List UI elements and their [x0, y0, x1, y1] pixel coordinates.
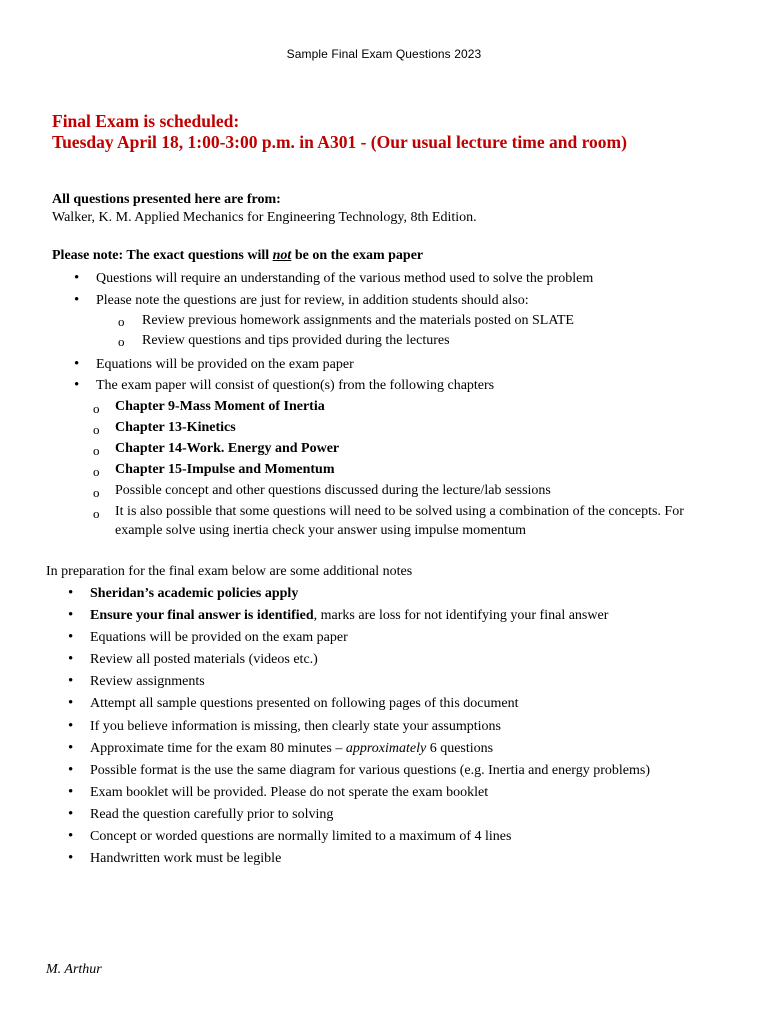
list-item: Please note the questions are just for review, in addition students should also:: [96, 293, 529, 308]
prep-item: Review all posted materials (videos etc.): [90, 652, 318, 667]
bullet-icon: •: [68, 740, 74, 756]
schedule-heading: Final Exam is scheduled:: [52, 111, 240, 131]
bullet-icon: •: [68, 784, 74, 800]
footer-author: M. Arthur: [46, 962, 102, 977]
emphasis-not: not: [272, 248, 292, 263]
prep-item: Exam booklet will be provided. Please do not sperate the exam booklet: [90, 785, 489, 800]
sub-list-item: Review previous homework assignments and the materials posted on SLATE: [142, 313, 574, 328]
prep-item: Read the question carefully prior to solving: [90, 807, 334, 822]
circle-bullet-icon: o: [93, 464, 100, 479]
chapter-item: Chapter 15-Impulse and Momentum: [115, 462, 335, 477]
sub-list-item: Review questions and tips provided during the lectures: [142, 333, 450, 348]
prep-item: Handwritten work must be legible: [90, 851, 282, 866]
bullet-icon: •: [68, 629, 74, 645]
bullet-icon: •: [68, 718, 74, 734]
source-citation: Walker, K. M. Applied Mechanics for Engineering Technology, 8th Edition.: [52, 210, 477, 225]
bullet-icon: •: [74, 377, 80, 393]
page-title: Sample Final Exam Questions 2023: [286, 47, 482, 61]
extra-item: It is also possible that some questions will need to be solved using a combination of the concepts. For: [115, 504, 684, 519]
prep-item: If you believe information is missing, then clearly state your assumptions: [90, 719, 501, 734]
chapter-item: Chapter 14-Work. Energy and Power: [115, 441, 340, 456]
note-heading: Please note: The exact questions will not be on the exam paper: [52, 248, 424, 263]
bullet-icon: •: [68, 695, 74, 711]
bullet-icon: •: [68, 673, 74, 689]
prep-item: Sheridan’s academic policies apply: [90, 586, 299, 601]
list-item: The exam paper will consist of question(s) from the following chapters: [96, 378, 495, 393]
prep-item: Concept or worded questions are normally limited to a maximum of 4 lines: [90, 829, 512, 844]
prep-item: Ensure your final answer is identified, marks are loss for not identifying your final answer: [90, 608, 609, 623]
bullet-icon: •: [68, 607, 74, 623]
bullet-icon: •: [74, 270, 80, 286]
bullet-icon: •: [74, 292, 80, 308]
circle-bullet-icon: o: [93, 401, 100, 416]
prep-item: Attempt all sample questions presented on following pages of this document: [90, 696, 519, 711]
schedule-details: Tuesday April 18, 1:00-3:00 p.m. in A301 - (Our usual lecture time and room): [52, 132, 627, 152]
bullet-icon: •: [74, 356, 80, 372]
circle-bullet-icon: o: [93, 443, 100, 458]
prep-item: Equations will be provided on the exam paper: [90, 630, 348, 645]
prep-item: Possible format is the use the same diagram for various questions (e.g. Inertia and energy problems): [90, 763, 650, 778]
circle-bullet-icon: o: [118, 314, 125, 329]
prep-item: Review assignments: [90, 674, 205, 689]
bullet-icon: •: [68, 585, 74, 601]
chapter-item: Chapter 9-Mass Moment of Inertia: [115, 399, 325, 414]
extra-item: Possible concept and other questions discussed during the lecture/lab sessions: [115, 483, 551, 498]
source-heading: All questions presented here are from:: [52, 192, 281, 207]
circle-bullet-icon: o: [118, 334, 125, 349]
bullet-icon: •: [68, 850, 74, 866]
circle-bullet-icon: o: [93, 506, 100, 521]
circle-bullet-icon: o: [93, 422, 100, 437]
list-item: Questions will require an understanding of the various method used to solve the problem: [96, 271, 594, 286]
circle-bullet-icon: o: [93, 485, 100, 500]
bullet-icon: •: [68, 651, 74, 667]
bullet-icon: •: [68, 828, 74, 844]
chapter-item: Chapter 13-Kinetics: [115, 420, 236, 435]
prep-item: Approximate time for the exam 80 minutes – approximately 6 questions: [90, 741, 494, 756]
prep-intro: In preparation for the final exam below are some additional notes: [46, 564, 413, 579]
list-item: Equations will be provided on the exam paper: [96, 357, 354, 372]
bullet-icon: •: [68, 762, 74, 778]
bullet-icon: •: [68, 806, 74, 822]
extra-item-continuation: example solve using inertia check your answer using impulse momentum: [115, 523, 526, 538]
